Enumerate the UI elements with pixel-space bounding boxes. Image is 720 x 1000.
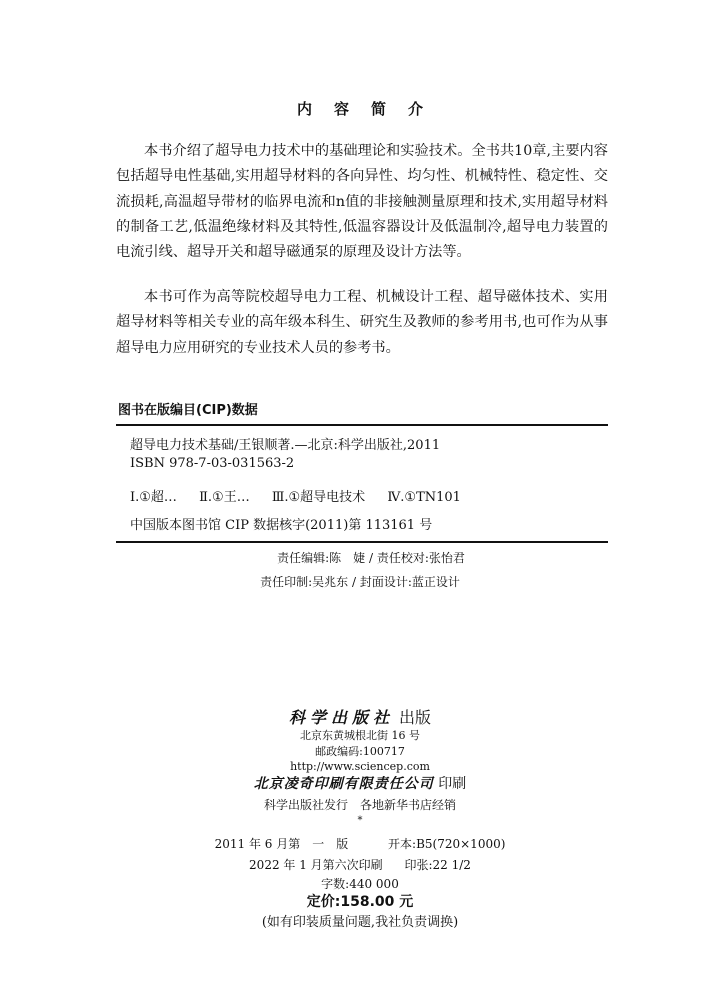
cip-record-number: 中国版本图书馆 CIP 数据核字(2011)第 113161 号 (130, 518, 433, 533)
separator-star: * (357, 815, 363, 826)
page-title: 内容简介 (296, 100, 445, 118)
publisher-suffix: 出版 (399, 708, 432, 727)
staff-line-production: 责任印制:吴兆东 / 封面设计:蓝正设计 (260, 575, 460, 589)
postcode: 邮政编码:100717 (315, 745, 405, 758)
cip-subject-1: Ⅰ.①超… (130, 490, 177, 505)
intro-paragraph-1: 本书介绍了超导电力技术中的基础理论和实验技术。全书共10章,主要内容包括超导电性基础,实用超导材料的各向异性、均匀性、机械特性、稳定性、交流损耗,高温超导带材的临界电流和n值的非接触测量原理和技术,实用超导材料的制备工艺,低温绝缘材料及其特性,低温容器设计及低温制冷,超导电力装置的电流引线、超导开关和超导磁通泵的原理及设计方法等。 (116, 143, 608, 261)
cip-subject-line (130, 486, 461, 505)
cip-isbn-line: ISBN 978-7-03-031563-2 (130, 456, 295, 471)
publisher-url: http://www.sciencep.com (290, 760, 430, 773)
publisher-logo-text: 科学出版社 (288, 708, 394, 727)
publisher-line (0, 705, 720, 728)
cip-subject-4: Ⅳ.①TN101 (387, 490, 461, 505)
sheets-text: 印张:22 1/2 (404, 858, 471, 872)
distribution-line: 科学出版社发行 各地新华书店经销 (263, 798, 456, 812)
quality-notice: (如有印装质量问题,我社负责调换) (261, 915, 459, 930)
edition-line (0, 835, 720, 852)
word-count: 字数:440 000 (321, 877, 399, 891)
printer-line (0, 773, 720, 793)
cip-title: 图书在版编目(CIP)数据 (118, 403, 258, 418)
printing-line (0, 856, 720, 873)
cip-bottom-rule (116, 541, 608, 543)
cip-top-rule (116, 424, 608, 426)
price: 定价:158.00 元 (306, 894, 414, 910)
cip-subject-2: Ⅱ.①王… (199, 490, 250, 505)
format-text: 开本:B5(720×1000) (388, 837, 506, 851)
intro-paragraph-2: 本书可作为高等院校超导电力工程、机械设计工程、超导磁体技术、实用超导材料等相关专业的高年级本科生、研究生及教师的参考用书,也可作为从事超导电力应用研究的专业技术人员的参考书。 (116, 289, 608, 356)
staff-line-editors: 责任编辑:陈 婕 / 责任校对:张怡君 (277, 551, 465, 565)
cip-subject-3: Ⅲ.①超导电技术 (271, 490, 366, 505)
cip-bibliographic-line: 超导电力技术基础/王银顺著.—北京:科学出版社,2011 (130, 438, 441, 453)
printer-suffix: 印刷 (438, 776, 467, 792)
printing-text: 2022 年 1 月第六次印刷 (249, 858, 383, 872)
printer-name: 北京凌奇印刷有限责任公司 (253, 776, 434, 792)
edition-text: 2011 年 6 月第 一 版 (214, 837, 349, 851)
publisher-address: 北京东黄城根北街 16 号 (300, 729, 420, 742)
